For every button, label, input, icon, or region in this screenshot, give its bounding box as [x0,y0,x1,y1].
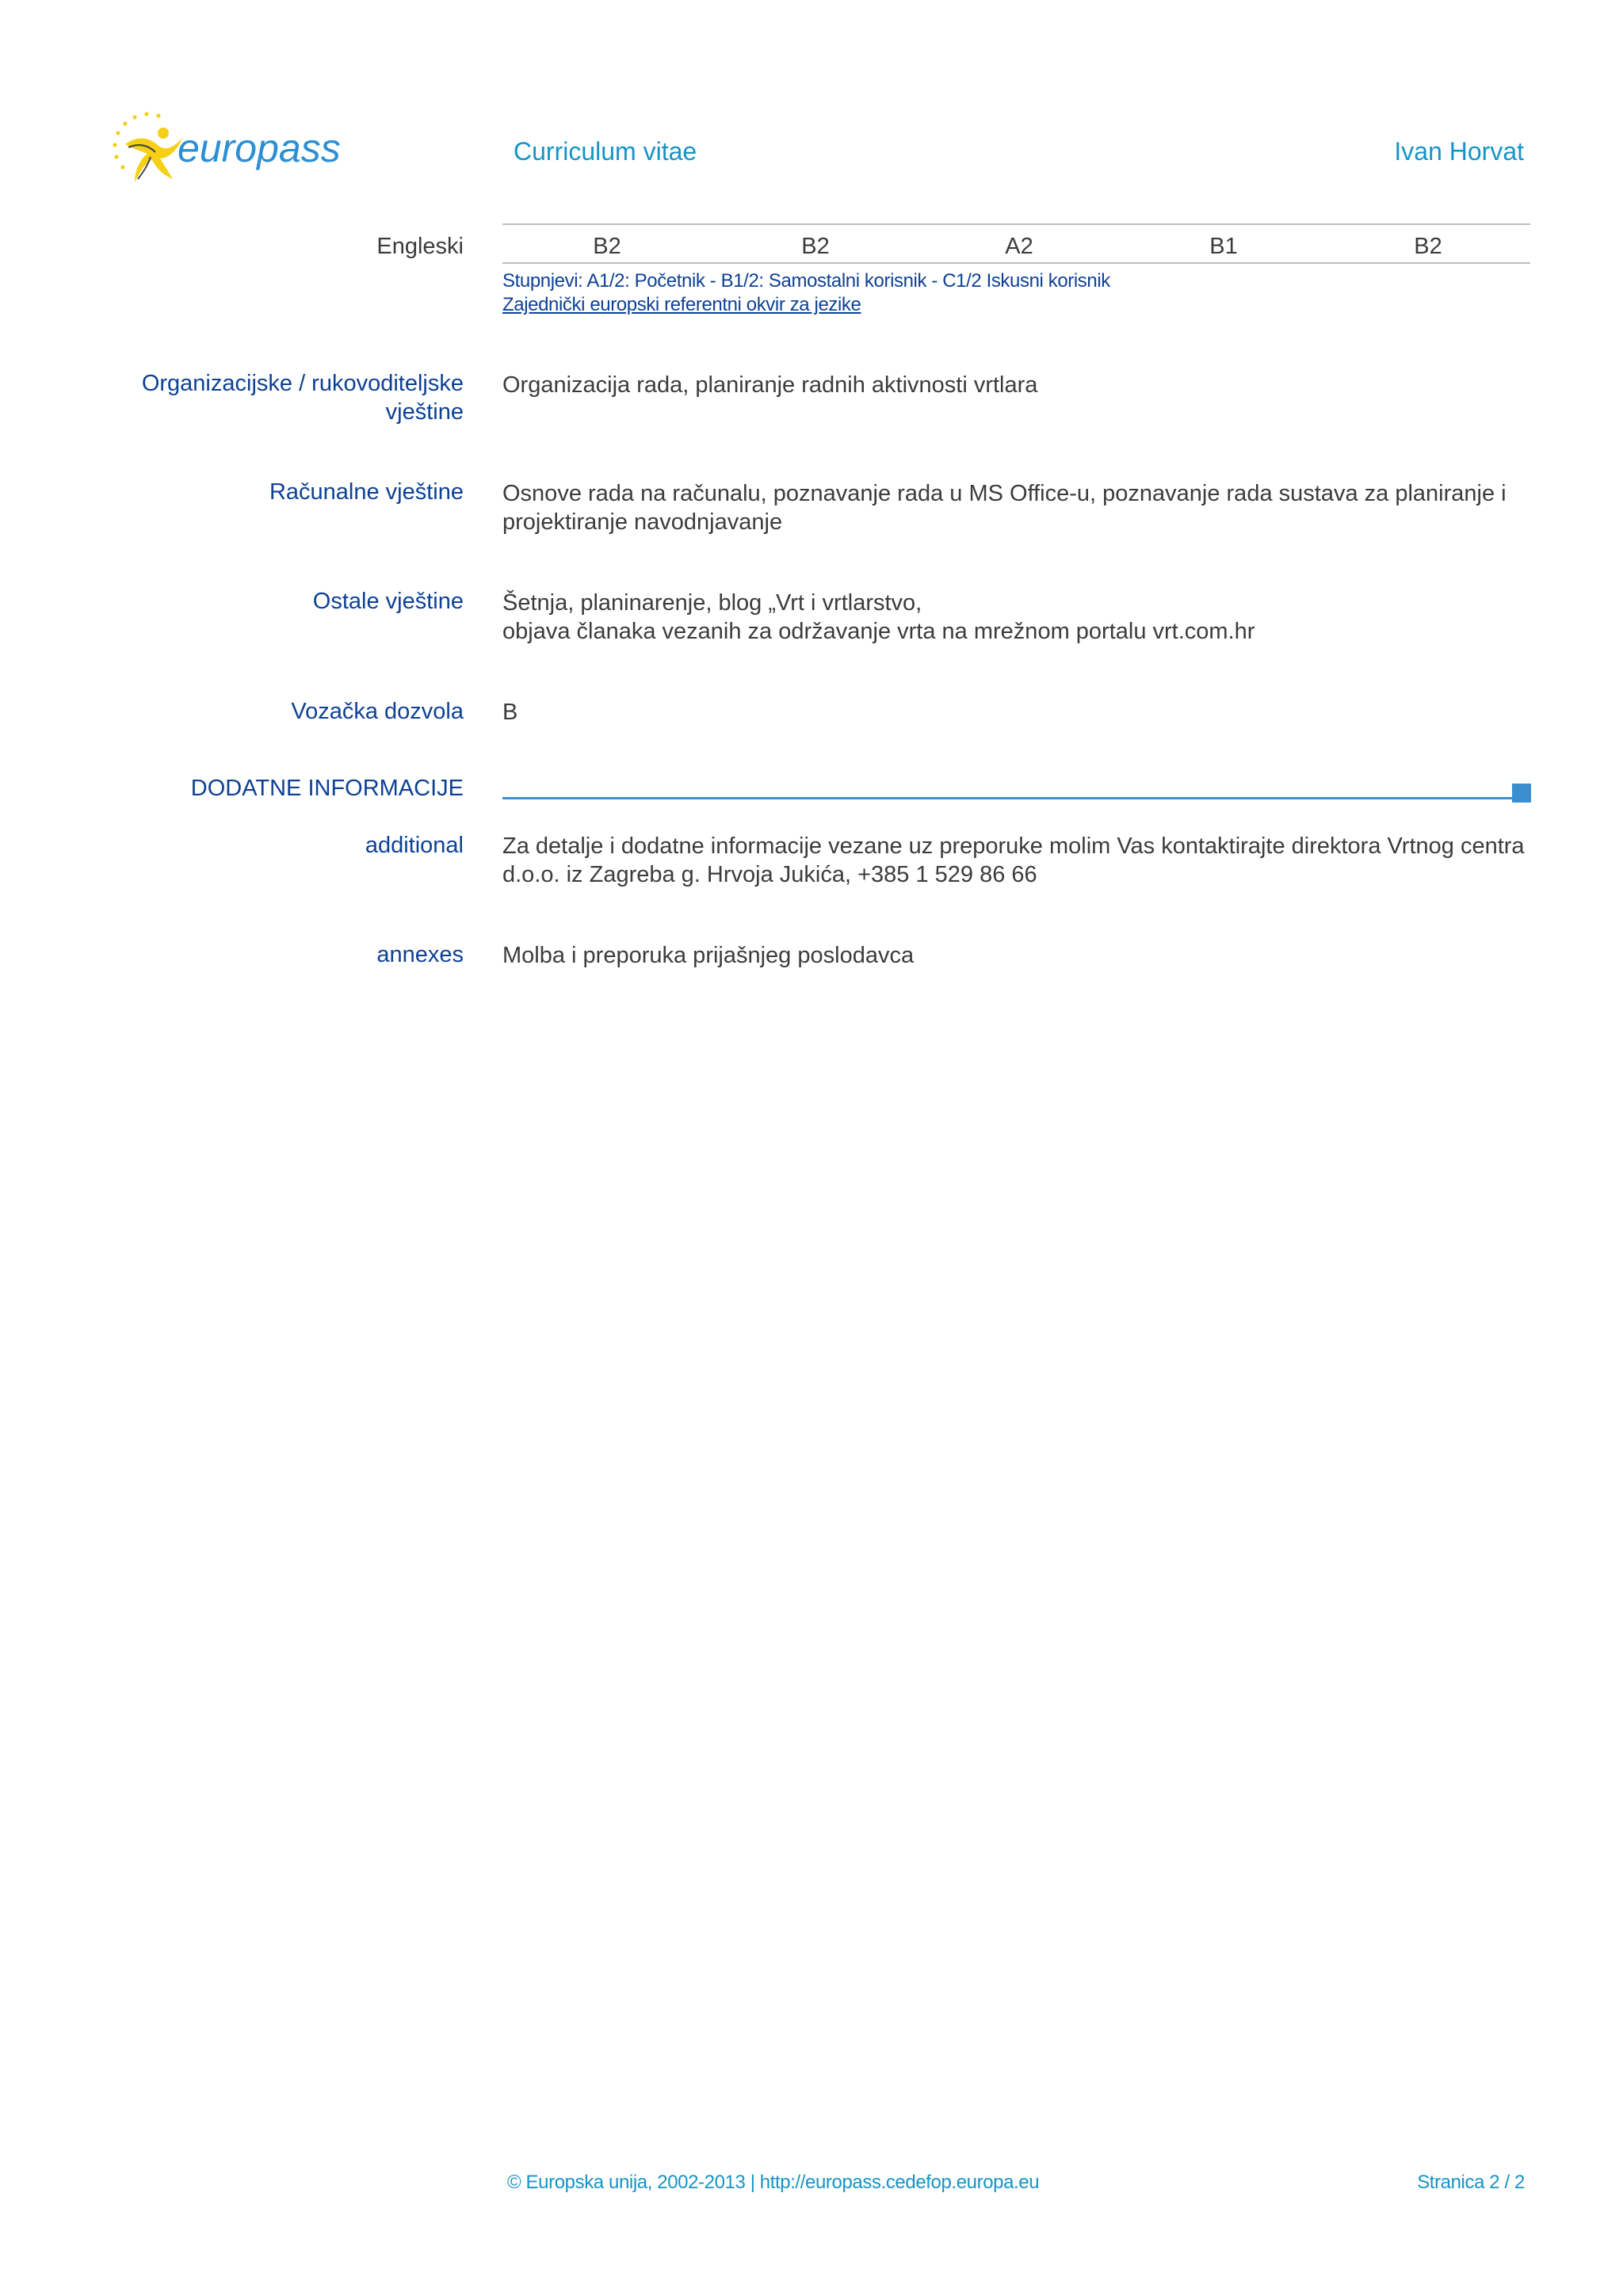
computer-skills-line2: projektiranje navodnjavanje [502,509,783,535]
language-level-listening: B2 [593,234,621,259]
logo-wordmark: europass [178,126,341,170]
other-skills-line1: Šetnja, planinarenje, blog „Vrt i vrtlarstvo, [502,590,922,616]
organisational-skills-text: Organizacija rada, planiranje radnih aktivnosti vrtlara [502,372,1038,398]
language-level-interaction: A2 [1005,234,1033,259]
cefr-link[interactable]: Zajednički europski referentni okvir za jezike [502,294,861,315]
language-level-writing: B2 [1414,234,1442,259]
europass-logo [111,109,341,189]
language-table-bottom-rule [502,262,1530,264]
language-level-reading: B2 [801,234,830,259]
footer-copyright: © Europska unija, 2002-2013 | http://europass.cedefop.europa.eu [507,2172,1040,2193]
additional-information-heading: DODATNE INFORMACIJE [190,776,464,801]
driving-licence-value: B [502,700,518,725]
additional-line1: Za detalje i dodatne informacije vezane uz preporuke molim Vas kontaktirajte direktora Vrtnog centra [502,833,1525,859]
additional-text [502,832,1533,889]
driving-licence-label: Vozačka dozvola [291,699,464,724]
computer-skills-text [502,479,1533,536]
additional-label: additional [365,833,464,858]
computer-skills-line1: Osnove rada na računalu, poznavanje rada u MS Office-u, poznavanje rada sustava za planiranje i [502,481,1507,506]
other-skills-line2: objava članaka vezanih za održavanje vrta na mrežnom portalu vrt.com.hr [502,619,1255,644]
language-label: Engleski [376,234,464,259]
additional-line2: d.o.o. iz Zagreba g. Hrvoja Jukića, +385 1 529 86 66 [502,862,1037,887]
language-levels-note: Stupnjevi: A1/2: Početnik - B1/2: Samostalni korisnik - C1/2 Iskusni korisnik [502,270,1110,292]
annexes-text: Molba i preporuka prijašnjeg poslodavca [502,943,915,968]
language-level-production: B1 [1209,234,1238,259]
organisational-skills-label-line1: Organizacijske / rukovoditeljske [141,371,464,396]
language-table-top-rule [502,223,1530,225]
section-divider-square [1512,784,1531,803]
organisational-skills-label-line2: vještine [385,399,464,425]
organisational-skills-label [20,369,464,426]
cv-title: Curriculum vitae [514,137,697,166]
other-skills-label: Ostale vještine [312,589,464,614]
section-divider-rule [502,797,1514,799]
computer-skills-label: Računalne vještine [269,479,464,505]
candidate-name: Ivan Horvat [1394,137,1524,166]
other-skills-text [502,589,1533,646]
footer-page-number: Stranica 2 / 2 [1417,2172,1525,2193]
annexes-label: annexes [376,942,464,967]
europass-logo-graphic [111,109,341,189]
